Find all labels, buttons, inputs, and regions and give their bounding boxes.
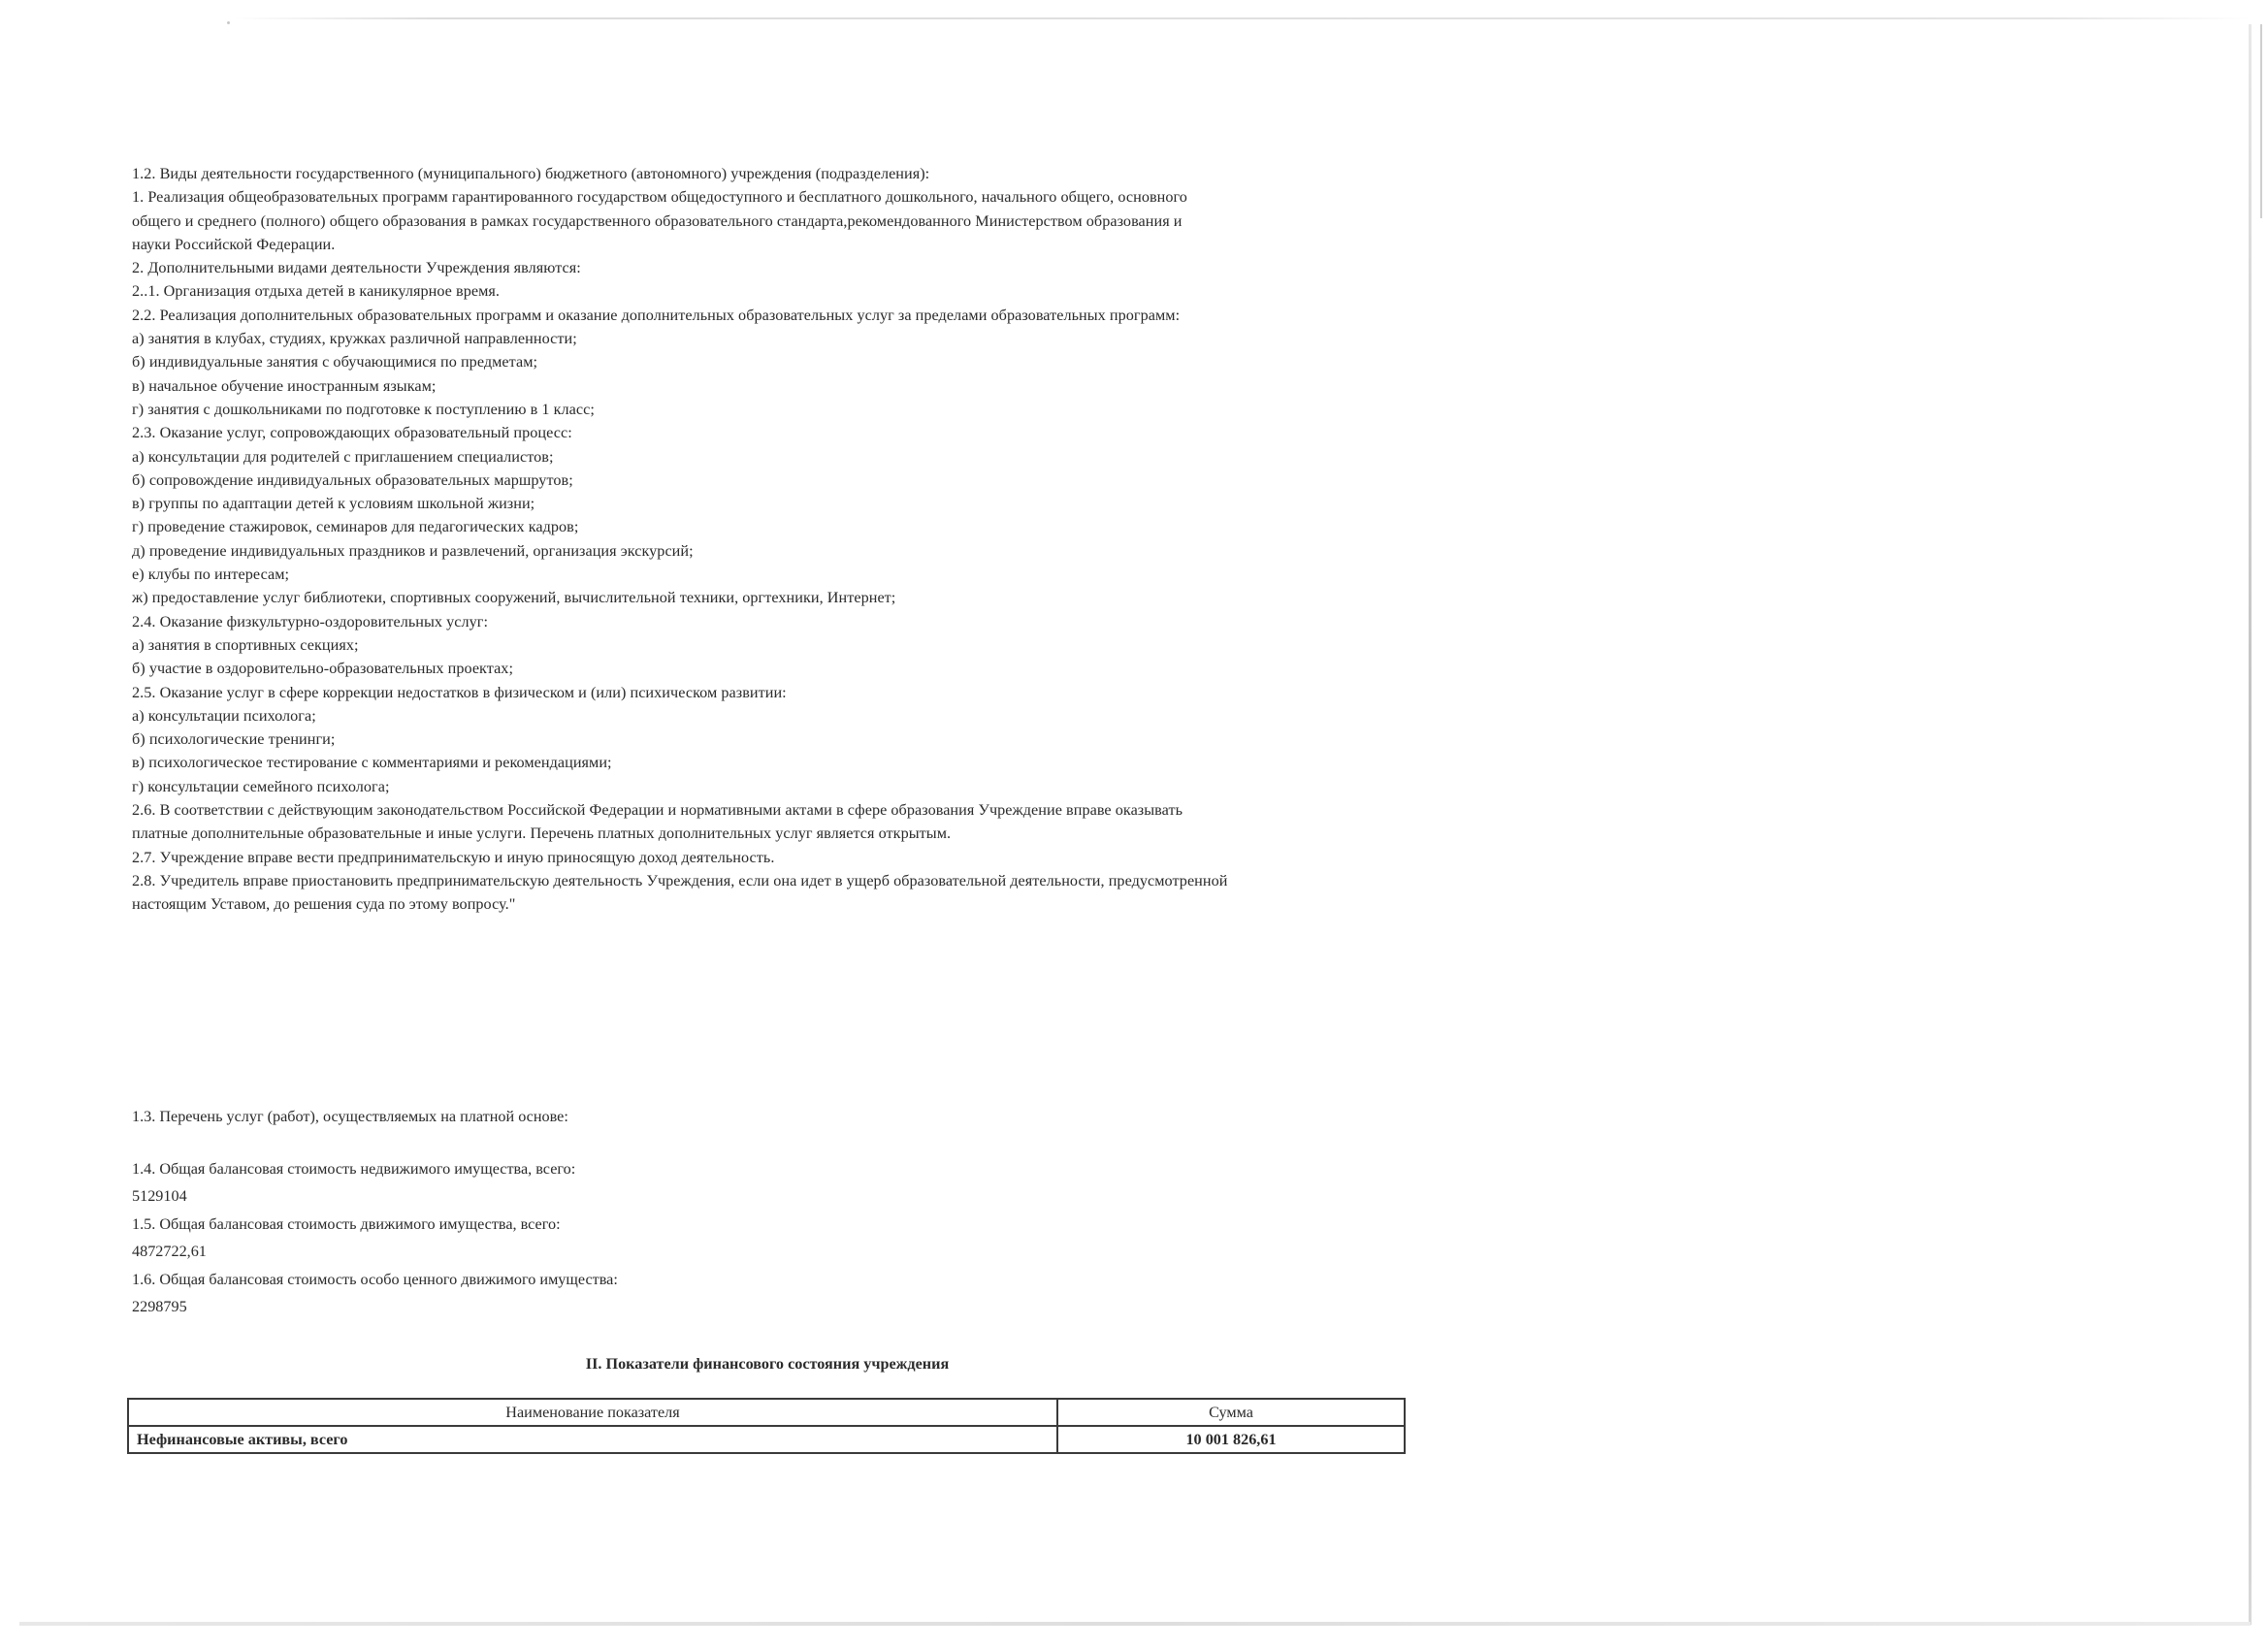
movable-property-value: 4872722,61 <box>132 1243 207 1260</box>
real-estate-label: 1.4. Общая балансовая стоимость недвижимого имущества, всего: <box>132 1160 576 1178</box>
activities-line: платные дополнительные образовательные и иные услуги. Перечень платных дополнительных услуг является открытым. <box>132 824 952 843</box>
activities-section <box>132 162 1412 917</box>
activities-line: г) проведение стажировок, семинаров для педагогических кадров; <box>132 518 579 536</box>
header-indicator-name: Наименование показателя <box>128 1399 1057 1426</box>
activities-line: г) занятия с дошкольниками по подготовке к поступлению в 1 класс; <box>132 400 595 418</box>
valuable-property-label: 1.6. Общая балансовая стоимость особо ценного движимого имущества: <box>132 1271 618 1288</box>
activities-line: е) клубы по интересам; <box>132 566 290 584</box>
activities-line: г) консультации семейного психолога; <box>132 777 390 795</box>
activities-line: настоящим Уставом, до решения суда по этому вопросу." <box>132 895 516 914</box>
activities-line: д) проведение индивидуальных праздников и развлечений, организация экскурсий; <box>132 541 694 560</box>
activities-line: 2.8. Учредитель вправе приостановить предпринимательскую деятельность Учреждения, если она идет в ущерб образовательной деятельности, предусмотренной <box>132 871 1228 889</box>
scan-edge-top <box>233 17 2251 19</box>
scan-speck <box>227 21 230 24</box>
header-sum: Сумма <box>1057 1399 1405 1426</box>
activities-line: 2.4. Оказание физкультурно-оздоровительных услуг: <box>132 612 489 630</box>
valuable-property-value: 2298795 <box>132 1298 187 1315</box>
activities-line: 1. Реализация общеобразовательных программ гарантированного государством общедоступного и бесплатного дошкольного, начального общего, основного <box>132 188 1187 207</box>
activities-line: 2.7. Учреждение вправе вести предпринимательскую и иную приносящую доход деятельность. <box>132 848 775 866</box>
activities-line: общего и среднего (полного) общего образования в рамках государственного образовательного стандарта,рекомендованного Министерством образования и <box>132 211 1183 230</box>
financial-section-title: II. Показатели финансового состояния учреждения <box>585 1355 950 1373</box>
activities-line: науки Российской Федерации. <box>132 235 336 253</box>
activities-line: 2.6. В соответствии с действующим законодательством Российской Федерации и нормативными актами в сфере образования Учреждение вправе оказывать <box>132 801 1183 820</box>
activities-line: в) группы по адаптации детей к условиям школьной жизни; <box>132 495 535 513</box>
movable-property-label: 1.5. Общая балансовая стоимость движимого имущества, всего: <box>132 1215 561 1233</box>
scan-edge-right-shadow <box>2260 24 2262 218</box>
row-indicator-name: Нефинансовые активы, всего <box>128 1426 1057 1453</box>
row-sum: 10 001 826,61 <box>1057 1426 1405 1453</box>
activities-line: 2.5. Оказание услуг в сфере коррекции недостатков в физическом и (или) психическом развитии: <box>132 683 787 701</box>
activities-line: 2. Дополнительными видами деятельности Учреждения являются: <box>132 259 581 277</box>
activities-line: а) консультации психолога; <box>132 706 316 725</box>
activities-line: б) участие в оздоровительно-образовательных проектах; <box>132 660 513 678</box>
activities-heading: 1.2. Виды деятельности государственного (муниципального) бюджетного (автономного) учреждения (подразделения): <box>132 165 930 182</box>
activities-line: в) начальное обучение иностранным языкам; <box>132 376 437 395</box>
scan-edge-right <box>2249 24 2252 1625</box>
activities-line: 2.3. Оказание услуг, сопровождающих образовательный процесс: <box>132 424 572 442</box>
activities-line: б) психологические тренинги; <box>132 730 336 749</box>
scan-edge-bottom <box>19 1622 2251 1626</box>
activities-line: в) психологическое тестирование с комментариями и рекомендациями; <box>132 754 612 772</box>
activities-line: а) консультации для родителей с приглашением специалистов; <box>132 447 554 466</box>
real-estate-value: 5129104 <box>132 1187 187 1205</box>
activities-line: б) индивидуальные занятия с обучающимися по предметам; <box>132 353 538 372</box>
activities-line: а) занятия в спортивных секциях; <box>132 635 359 654</box>
activities-line: 2..1. Организация отдыха детей в каникулярное время. <box>132 282 500 301</box>
table-row <box>128 1426 1405 1453</box>
table-header-row <box>128 1399 1405 1426</box>
activities-line: а) занятия в клубах, студиях, кружках различной направленности; <box>132 330 577 348</box>
financial-table <box>127 1398 1406 1454</box>
activities-line: б) сопровождение индивидуальных образовательных маршрутов; <box>132 470 573 489</box>
paid-services-label: 1.3. Перечень услуг (работ), осуществляемых на платной основе: <box>132 1108 568 1125</box>
activities-line: ж) предоставление услуг библиотеки, спортивных сооружений, вычислительной техники, оргтехники, Интернет; <box>132 589 896 607</box>
activities-line: 2.2. Реализация дополнительных образовательных программ и оказание дополнительных образовательных услуг за пределами образовательных программ: <box>132 306 1181 324</box>
